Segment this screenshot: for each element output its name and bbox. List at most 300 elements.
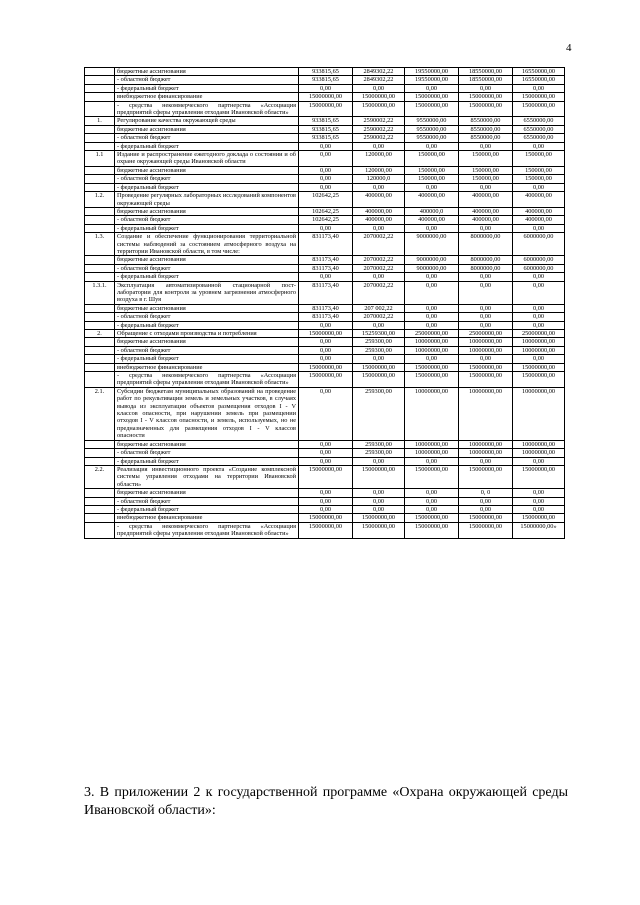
row-number: [85, 489, 115, 497]
amount-cell: 10000000,00: [513, 449, 565, 457]
amount-cell: 0,00: [459, 355, 513, 363]
amount-cell: 2590002,22: [353, 117, 405, 125]
row-number: [85, 76, 115, 84]
amount-cell: 150000,00: [459, 166, 513, 174]
row-number: [85, 497, 115, 505]
amount-cell: 15000000,00: [459, 522, 513, 538]
amount-cell: 19550000,00: [405, 76, 459, 84]
amount-cell: 400000,00: [405, 216, 459, 224]
table-row: [85, 346, 565, 354]
amount-cell: 0,00: [513, 183, 565, 191]
amount-cell: 400000,00: [353, 192, 405, 208]
table-row: [85, 489, 565, 497]
amount-cell: 102642,25: [299, 207, 353, 215]
row-number: [85, 101, 115, 117]
amount-cell: 400000,00: [513, 207, 565, 215]
amount-cell: 15000000,00: [459, 101, 513, 117]
amount-cell: 8000000,00: [459, 264, 513, 272]
row-number: [85, 224, 115, 232]
amount-cell: 15000000,00: [299, 101, 353, 117]
row-label: - федеральный бюджет: [115, 321, 299, 329]
amount-cell: 0,00: [353, 224, 405, 232]
amount-cell: 0,00: [299, 355, 353, 363]
amount-cell: 8550000,00: [459, 117, 513, 125]
row-number: [85, 125, 115, 133]
table-row: [85, 224, 565, 232]
row-number: [85, 166, 115, 174]
page-number: 4: [566, 42, 572, 54]
row-label: - областной бюджет: [115, 216, 299, 224]
amount-cell: 15000000,00: [405, 101, 459, 117]
amount-cell: 2070002,22: [353, 233, 405, 256]
amendment-paragraph: 3. В приложении 2 к государственной программе «Охрана окружающей среды Ивановской области»:: [84, 785, 568, 818]
amount-cell: 400000,00: [459, 192, 513, 208]
row-number: [85, 84, 115, 92]
row-label: - областной бюджет: [115, 76, 299, 84]
amount-cell: 10000000,00: [459, 387, 513, 440]
table-row: [85, 207, 565, 215]
amount-cell: 0,00: [299, 321, 353, 329]
amount-cell: 15000000,00: [513, 101, 565, 117]
table-row: [85, 151, 565, 167]
amount-cell: 0,00: [513, 142, 565, 150]
amount-cell: 831173,40: [299, 313, 353, 321]
amount-cell: 10000000,00: [513, 387, 565, 440]
amount-cell: 0,00: [299, 387, 353, 440]
row-number: 2.: [85, 330, 115, 338]
amount-cell: 18550000,00: [459, 68, 513, 76]
amount-cell: 6550000,00: [513, 125, 565, 133]
amount-cell: 400000,00: [513, 216, 565, 224]
row-label: - федеральный бюджет: [115, 505, 299, 513]
amount-cell: 0,00: [405, 355, 459, 363]
table-row: [85, 355, 565, 363]
amount-cell: 0,00: [353, 183, 405, 191]
row-number: 1.3.1.: [85, 281, 115, 304]
amount-cell: 15000000,00: [405, 465, 459, 488]
amount-cell: 400000,0: [405, 207, 459, 215]
row-number: [85, 175, 115, 183]
budget-table: [84, 67, 565, 539]
amount-cell: 15000000,00: [299, 372, 353, 388]
row-number: [85, 256, 115, 264]
amount-cell: 0,00: [459, 281, 513, 304]
amount-cell: 15000000,00: [459, 514, 513, 522]
amount-cell: 0,00: [353, 355, 405, 363]
amount-cell: 2849302,22: [353, 76, 405, 84]
table-row: [85, 321, 565, 329]
amount-cell: 102642,25: [299, 216, 353, 224]
row-label: Регулирование качества окружающей среды: [115, 117, 299, 125]
row-number: [85, 440, 115, 448]
amount-cell: 259300,00: [353, 338, 405, 346]
row-number: [85, 183, 115, 191]
row-label: - областной бюджет: [115, 449, 299, 457]
amount-cell: 15000000,00: [459, 363, 513, 371]
row-label: Проведение регулярных лабораторных исследований компонентов окружающей среды: [115, 192, 299, 208]
row-number: [85, 522, 115, 538]
amount-cell: 0,00: [459, 313, 513, 321]
amount-cell: 9550000,00: [405, 117, 459, 125]
amount-cell: 0,00: [459, 304, 513, 312]
table-row: [85, 175, 565, 183]
row-label: бюджетные ассигнования: [115, 338, 299, 346]
amount-cell: 10000000,00: [513, 338, 565, 346]
table-row: [85, 387, 565, 440]
row-number: [85, 216, 115, 224]
amount-cell: 15000000,00: [353, 363, 405, 371]
row-number: [85, 68, 115, 76]
table-row: [85, 273, 565, 281]
amount-cell: 0,00: [353, 489, 405, 497]
amount-cell: 10000000,00: [459, 338, 513, 346]
amount-cell: 150000,00: [405, 166, 459, 174]
table-row: [85, 76, 565, 84]
row-label: - областной бюджет: [115, 175, 299, 183]
amount-cell: 0,00: [299, 457, 353, 465]
amount-cell: 15000000,00: [513, 372, 565, 388]
row-label: - областной бюджет: [115, 264, 299, 272]
amount-cell: 0,00: [459, 505, 513, 513]
amount-cell: 0,00: [405, 457, 459, 465]
amount-cell: 0,00: [405, 497, 459, 505]
amount-cell: 400000,00: [353, 207, 405, 215]
amount-cell: 933815,65: [299, 125, 353, 133]
table-row: [85, 313, 565, 321]
amount-cell: 0,00: [405, 505, 459, 513]
table-row: [85, 457, 565, 465]
amount-cell: 15000000,00: [299, 465, 353, 488]
amount-cell: 0,00: [299, 183, 353, 191]
amount-cell: 150000,00: [405, 151, 459, 167]
amount-cell: 0,00: [513, 313, 565, 321]
amount-cell: 259300,00: [353, 387, 405, 440]
amount-cell: 120000,0: [353, 175, 405, 183]
amount-cell: 831173,40: [299, 281, 353, 304]
amount-cell: 0,00: [459, 224, 513, 232]
row-label: бюджетные ассигнования: [115, 68, 299, 76]
amount-cell: 2590002,22: [353, 134, 405, 142]
row-number: [85, 134, 115, 142]
amount-cell: 8000000,00: [459, 233, 513, 256]
amount-cell: 259300,00: [353, 449, 405, 457]
table-row: [85, 304, 565, 312]
table-row: [85, 233, 565, 256]
amount-cell: 10000000,00: [459, 440, 513, 448]
row-number: 2.1.: [85, 387, 115, 440]
row-label: бюджетные ассигнования: [115, 440, 299, 448]
table-row: [85, 256, 565, 264]
row-number: [85, 93, 115, 101]
amount-cell: 0,00: [459, 142, 513, 150]
amount-cell: 0,00: [299, 142, 353, 150]
row-label: - средства некоммерческого партнерства «Ассоциация предприятий сферы управления отходами Ивановской области»: [115, 522, 299, 538]
amount-cell: 6000000,00: [513, 264, 565, 272]
amount-cell: 0,00: [459, 84, 513, 92]
row-number: [85, 321, 115, 329]
amount-cell: 10000000,00: [405, 346, 459, 354]
row-label: внебюджетное финансирование: [115, 363, 299, 371]
amount-cell: 0,00: [299, 338, 353, 346]
row-label: - средства некоммерческого партнерства «Ассоциация предприятий сферы управления отходами Ивановской области»: [115, 372, 299, 388]
amount-cell: 0,00: [299, 166, 353, 174]
amount-cell: 15000000,00: [459, 372, 513, 388]
amount-cell: 0,00: [299, 151, 353, 167]
amount-cell: 2849302,22: [353, 68, 405, 76]
row-number: 1.: [85, 117, 115, 125]
row-label: - средства некоммерческого партнерства «Ассоциация предприятий сферы управления отходами Ивановской области»: [115, 101, 299, 117]
amount-cell: 15000000,00»: [513, 522, 565, 538]
amount-cell: 9550000,00: [405, 125, 459, 133]
table-row: [85, 465, 565, 488]
row-number: [85, 338, 115, 346]
table-row: [85, 449, 565, 457]
amount-cell: 933815,65: [299, 134, 353, 142]
amount-cell: 15000000,00: [353, 101, 405, 117]
row-label: внебюджетное финансирование: [115, 514, 299, 522]
amount-cell: 25000000,00: [459, 330, 513, 338]
amount-cell: 0,00: [299, 489, 353, 497]
table-row: [85, 514, 565, 522]
amount-cell: 25000000,00: [513, 330, 565, 338]
row-label: Субсидии бюджетам муниципальных образований на проведение работ по рекультивации земель и земельных участков, в случаях вывода из эксплуатации объектов размещения отходов I - V классов опасности, при нарушении земель при размещении отходов I - V классов опасности, и земель, используемых, но не предназначенных для размещения отходов I - V классов опасности: [115, 387, 299, 440]
amount-cell: 15000000,00: [513, 363, 565, 371]
table-row: [85, 192, 565, 208]
amount-cell: 0,00: [299, 505, 353, 513]
row-label: Реализация инвестиционного проекта «Создание комплексной системы управления отходами на территории Ивановской области»: [115, 465, 299, 488]
amount-cell: 10000000,00: [405, 449, 459, 457]
amount-cell: 0,00: [299, 175, 353, 183]
row-number: [85, 313, 115, 321]
row-label: - федеральный бюджет: [115, 84, 299, 92]
amount-cell: 15000000,00: [405, 93, 459, 101]
table-row: [85, 338, 565, 346]
table-row: [85, 281, 565, 304]
row-number: [85, 449, 115, 457]
row-number: 1.1: [85, 151, 115, 167]
table-row: [85, 216, 565, 224]
amount-cell: 0,00: [513, 505, 565, 513]
table-row: [85, 505, 565, 513]
table-row: [85, 363, 565, 371]
amount-cell: 0,00: [513, 489, 565, 497]
row-label: Издание и распространение ежегодного доклада о состоянии и об охране окружающей среды Ивановской области: [115, 151, 299, 167]
row-number: 1.2.: [85, 192, 115, 208]
row-label: внебюджетное финансирование: [115, 93, 299, 101]
table-row: [85, 440, 565, 448]
amount-cell: 831173,40: [299, 264, 353, 272]
amount-cell: 0,00: [353, 321, 405, 329]
row-label: - федеральный бюджет: [115, 355, 299, 363]
table-row: [85, 497, 565, 505]
table-row: [85, 264, 565, 272]
row-label: - федеральный бюджет: [115, 457, 299, 465]
row-label: бюджетные ассигнования: [115, 125, 299, 133]
amount-cell: 8000000,00: [459, 256, 513, 264]
amount-cell: 0,00: [459, 183, 513, 191]
amount-cell: 9000000,00: [405, 233, 459, 256]
amount-cell: 15000000,00: [513, 465, 565, 488]
amount-cell: 6550000,00: [513, 117, 565, 125]
amount-cell: 0,00: [299, 84, 353, 92]
amount-cell: 15000000,00: [299, 330, 353, 338]
row-number: [85, 304, 115, 312]
amount-cell: 0,00: [459, 273, 513, 281]
table-row: [85, 101, 565, 117]
amount-cell: 19550000,00: [405, 68, 459, 76]
amount-cell: 0,00: [513, 321, 565, 329]
amount-cell: 207 002,22: [353, 304, 405, 312]
amount-cell: 0,00: [405, 142, 459, 150]
amount-cell: 0,00: [405, 224, 459, 232]
amount-cell: 10000000,00: [405, 338, 459, 346]
amount-cell: 0,00: [513, 224, 565, 232]
amount-cell: 6550000,00: [513, 134, 565, 142]
amount-cell: 102642,25: [299, 192, 353, 208]
amount-cell: 0,00: [513, 273, 565, 281]
row-label: Создание и обеспечение функционирования территориальной системы наблюдений за состоянием атмосферного воздуха на территории Ивановской области, в том числе:: [115, 233, 299, 256]
amount-cell: 15000000,00: [299, 514, 353, 522]
amount-cell: 933815,65: [299, 68, 353, 76]
amount-cell: 10000000,00: [513, 346, 565, 354]
amount-cell: 0,00: [459, 321, 513, 329]
table-row: [85, 93, 565, 101]
amount-cell: 9000000,00: [405, 264, 459, 272]
amount-cell: 10000000,00: [459, 346, 513, 354]
amount-cell: 0, 0: [459, 489, 513, 497]
amount-cell: 2070002,22: [353, 264, 405, 272]
row-number: [85, 363, 115, 371]
table-row: [85, 125, 565, 133]
amount-cell: 8550000,00: [459, 134, 513, 142]
amount-cell: 16550000,00: [513, 68, 565, 76]
table-row: [85, 183, 565, 191]
amount-cell: 0,00: [513, 355, 565, 363]
row-label: бюджетные ассигнования: [115, 256, 299, 264]
row-label: - областной бюджет: [115, 134, 299, 142]
row-label: - федеральный бюджет: [115, 224, 299, 232]
row-number: [85, 514, 115, 522]
row-number: [85, 273, 115, 281]
amount-cell: 0,00: [405, 273, 459, 281]
amount-cell: 0,00: [353, 273, 405, 281]
amount-cell: 0,00: [513, 497, 565, 505]
amount-cell: 6000000,00: [513, 233, 565, 256]
amount-cell: 400000,00: [405, 192, 459, 208]
amount-cell: 15000000,00: [299, 522, 353, 538]
table-row: [85, 522, 565, 538]
amount-cell: 400000,00: [459, 207, 513, 215]
amount-cell: 0,00: [353, 497, 405, 505]
amount-cell: 10000000,00: [459, 449, 513, 457]
amount-cell: 0,00: [353, 457, 405, 465]
amount-cell: 15000000,00: [353, 522, 405, 538]
table-row: [85, 68, 565, 76]
amount-cell: 15000000,00: [405, 372, 459, 388]
amount-cell: 15000000,00: [405, 363, 459, 371]
row-number: [85, 355, 115, 363]
row-number: [85, 457, 115, 465]
amount-cell: 400000,00: [353, 216, 405, 224]
amount-cell: 10000000,00: [513, 440, 565, 448]
row-label: - областной бюджет: [115, 313, 299, 321]
amount-cell: 10000000,00: [405, 387, 459, 440]
amount-cell: 0,00: [299, 449, 353, 457]
amount-cell: 2590002,22: [353, 125, 405, 133]
amount-cell: 16550000,00: [513, 76, 565, 84]
row-number: [85, 142, 115, 150]
amount-cell: 0,00: [299, 440, 353, 448]
amount-cell: 0,00: [405, 304, 459, 312]
row-label: бюджетные ассигнования: [115, 166, 299, 174]
amount-cell: 8550000,00: [459, 125, 513, 133]
amount-cell: 0,00: [513, 457, 565, 465]
amount-cell: 150000,00: [459, 151, 513, 167]
row-label: - федеральный бюджет: [115, 183, 299, 191]
amount-cell: 15000000,00: [405, 514, 459, 522]
amount-cell: 0,00: [299, 273, 353, 281]
amount-cell: 933815,65: [299, 76, 353, 84]
amount-cell: 9000000,00: [405, 256, 459, 264]
row-number: [85, 207, 115, 215]
amount-cell: 150000,00: [513, 175, 565, 183]
amount-cell: 0,00: [299, 497, 353, 505]
amount-cell: 150000,00: [513, 166, 565, 174]
amount-cell: 400000,00: [513, 192, 565, 208]
amount-cell: 150000,00: [405, 175, 459, 183]
amount-cell: 15000000,00: [459, 465, 513, 488]
row-number: [85, 346, 115, 354]
amount-cell: 0,00: [353, 142, 405, 150]
amount-cell: 0,00: [405, 321, 459, 329]
amount-cell: 15259300,00: [353, 330, 405, 338]
amount-cell: 0,00: [405, 183, 459, 191]
amount-cell: 15000000,00: [513, 93, 565, 101]
amount-cell: 0,00: [405, 313, 459, 321]
row-label: бюджетные ассигнования: [115, 489, 299, 497]
amount-cell: 0,00: [459, 497, 513, 505]
amount-cell: 15000000,00: [353, 93, 405, 101]
row-label: - федеральный бюджет: [115, 273, 299, 281]
table-row: [85, 372, 565, 388]
amount-cell: 150000,00: [459, 175, 513, 183]
amount-cell: 0,00: [353, 505, 405, 513]
amount-cell: 831173,40: [299, 233, 353, 256]
amount-cell: 15000000,00: [459, 93, 513, 101]
amount-cell: 15000000,00: [299, 363, 353, 371]
amount-cell: 831173,40: [299, 304, 353, 312]
amount-cell: 15000000,00: [299, 93, 353, 101]
row-label: Эксплуатация автоматизированной стационарной пост-лаборатории для контроля за уровнем загрязнения атмосферного воздуха в г. Шуя: [115, 281, 299, 304]
amount-cell: 9550000,00: [405, 134, 459, 142]
amount-cell: 120000,00: [353, 166, 405, 174]
table-row: [85, 330, 565, 338]
row-label: бюджетные ассигнования: [115, 207, 299, 215]
amount-cell: 120000,00: [353, 151, 405, 167]
amount-cell: 0,00: [513, 304, 565, 312]
amount-cell: 0,00: [405, 281, 459, 304]
row-label: - областной бюджет: [115, 497, 299, 505]
row-number: [85, 372, 115, 388]
row-label: Обращение с отходами производства и потребления: [115, 330, 299, 338]
amount-cell: 15000000,00: [513, 514, 565, 522]
amount-cell: 933815,65: [299, 117, 353, 125]
amount-cell: 0,00: [513, 281, 565, 304]
amount-cell: 0,00: [353, 84, 405, 92]
amount-cell: 0,00: [405, 84, 459, 92]
amount-cell: 6000000,00: [513, 256, 565, 264]
table-row: [85, 117, 565, 125]
